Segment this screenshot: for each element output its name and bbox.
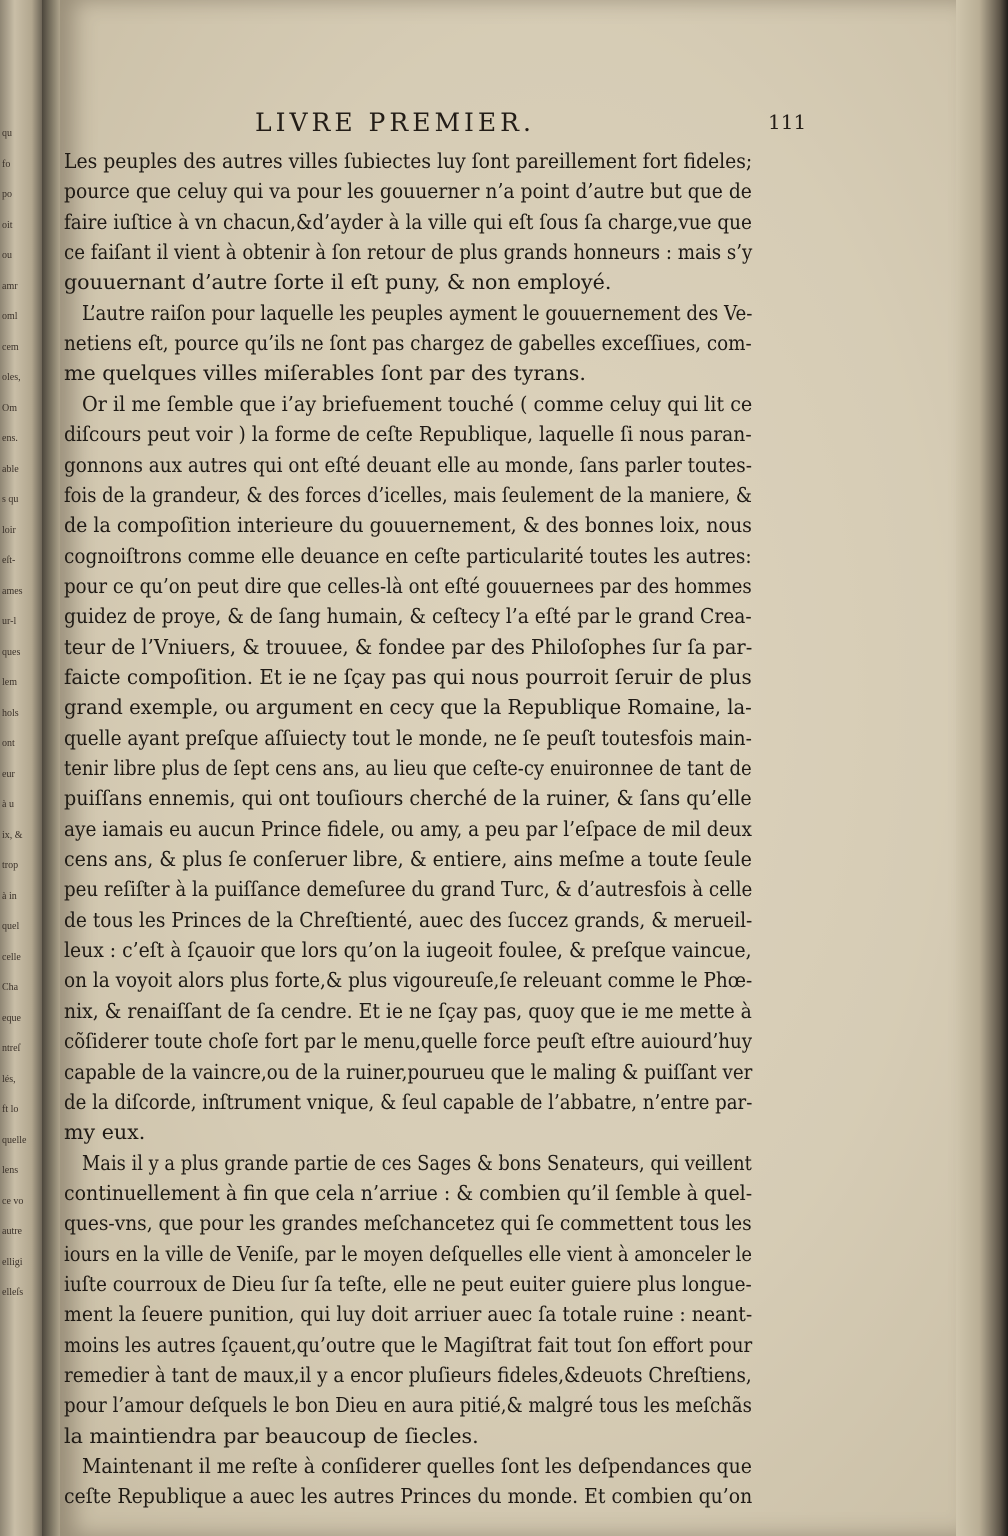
facing-margin-fragment: oles, (2, 372, 21, 383)
text-line: guidez de proye, & de ſang humain, & ceſtecy l’a eſté par le grand Crea- (64, 604, 752, 629)
text-line: gonnons aux autres qui ont eſté deuant elle au monde, ſans parler toutes- (64, 452, 752, 477)
facing-margin-fragment: quelle (2, 1134, 27, 1146)
facing-margin-fragment: able (2, 463, 19, 475)
text-line: ceſte Republique a auec les autres Princes du monde. Et combien qu’on (64, 1484, 753, 1509)
facing-margin-fragment: ur-l (2, 616, 17, 627)
facing-margin-fragment: trop (2, 860, 19, 871)
facing-margin-fragment: eque (2, 1012, 21, 1024)
text-line: ce faiſant il vient à obtenir à ſon retour de plus grands honneurs : mais s’y (64, 240, 753, 265)
text-line: Les peuples des autres villes ſubiectes luy ſont pareillement fort fideles; (64, 149, 753, 173)
text-line: iours en la ville de Veniſe, par le moyen deſquelles elle vient à amonceler le (64, 1241, 752, 1266)
text-line: L’autre raiſon pour laquelle les peuples ayment le gouuernement des Ve- (82, 300, 753, 325)
text-line: Maintenant il me reſte à conſiderer quelles ſont les deſpendances que (82, 1454, 752, 1479)
page-edges (956, 0, 1008, 1536)
facing-margin-fragment: ens. (2, 433, 18, 444)
facing-margin-fragment: celle (2, 951, 21, 963)
facing-margin-fragment: oit (2, 219, 13, 231)
facing-margin-fragment: po (2, 189, 12, 200)
facing-margin-fragment: quel (2, 921, 20, 932)
text-line: iuſte courroux de Dieu ſur ſa teſte, elle ne peut euiter guiere plus longue- (64, 1271, 752, 1296)
text-line: pource que celuy qui va pour les gouuerner n’a point d’autre but que de (64, 179, 752, 204)
text-line: capable de la vaincre,ou de la ruiner,pourueu que le maling & puiſſant ver (64, 1059, 753, 1084)
text-line: aye iamais eu aucun Prince fidele, ou amy, a peu par l’eſpace de mil deux (64, 816, 752, 841)
text-line: tenir libre plus de ſept cens ans, au lieu que ceſte-cy enuironnee de tant de (64, 756, 752, 780)
text-line: moins les autres ſçauent,qu’outre que le Magiſtrat fait tout ſon effort pour (64, 1332, 753, 1357)
facing-margin-fragment: à in (2, 890, 17, 902)
book-gutter (42, 0, 62, 1536)
book-page (60, 0, 958, 1536)
text-line: fois de la grandeur, & des forces d’icelles, mais ſeulement de la maniere, & (64, 482, 752, 507)
facing-margin-fragment: ft lo (2, 1104, 19, 1115)
facing-margin-fragment: elleſs (2, 1287, 24, 1298)
text-line: gouuernant d’autre ſorte il eſt puny, & non employé. (64, 270, 612, 295)
facing-margin-fragment: ntreſ (2, 1043, 21, 1054)
facing-margin-fragment: elligi (2, 1256, 23, 1268)
text-line: nix, & renaiſſant de ſa cendre. Et ie ne ſçay pas, quoy que ie me mette à (64, 998, 752, 1023)
text-line: pour ce qu’on peut dire que celles-là ont eſté gouuernees par des hommes (64, 573, 752, 598)
text-line: leux : c’eſt à ſçauoir que lors qu’on la iugeoit foulee, & preſque vaincue, (64, 938, 752, 963)
text-line: netiens eſt, pource qu’ils ne ſont pas chargez de gabelles exceſſiues, com- (64, 331, 752, 356)
text-line: remedier à tant de maux,il y a encor pluſieurs fideles,&deuots Chreſtiens, (64, 1363, 752, 1387)
facing-margin-fragment: s qu (2, 494, 19, 505)
text-line: cõſiderer toute choſe fort par le menu,quelle force peuſt eſtre auiourd’huy (64, 1029, 753, 1054)
facing-margin-fragment: ix, & (2, 829, 23, 841)
facing-page-strip (0, 0, 42, 1536)
text-line: cognoiſtrons comme elle deuance en ceſte particularité toutes les autres: (64, 543, 752, 568)
facing-margin-fragment: Om (2, 402, 17, 414)
facing-margin-fragment: lens (2, 1165, 19, 1176)
page-number: 111 (768, 110, 807, 134)
text-line: peu reſiſter à la puiſſance demeſuree du grand Turc, & d’autresfois à celle (64, 877, 753, 902)
facing-margin-fragment: lés, (2, 1073, 16, 1085)
facing-margin-fragment: eur (2, 768, 15, 780)
text-line: cens ans, & plus ſe conſeruer libre, & entiere, ains meſme a toute ſeule (64, 847, 752, 872)
text-line: quelle ayant preſque aſſuiecty tout le monde, ne ſe peuſt toutesfois main- (64, 725, 752, 750)
text-line: Mais il y a plus grande partie de ces Sages & bons Senateurs, qui veillent (82, 1150, 752, 1175)
text-line: on la voyoit alors plus forte,& plus vigoureuſe,ſe releuant comme le Phœ- (64, 968, 753, 993)
text-line: la maintiendra par beaucoup de ſiecles. (64, 1423, 479, 1448)
text-line: my eux. (64, 1120, 146, 1145)
facing-margin-fragment: fo (2, 158, 11, 170)
facing-margin-fragment: cem (2, 341, 19, 353)
facing-margin-fragment: ques (2, 646, 21, 658)
facing-margin-fragment: ont (2, 738, 15, 749)
text-line: ques-vns, que pour les grandes meſchancetez qui ſe commettent tous les (64, 1211, 752, 1236)
facing-margin-fragment: hols (2, 707, 19, 719)
text-line: faire iuſtice à vn chacun,&d’ayder à la ville qui eſt ſous ſa charge,vue que (64, 209, 752, 234)
text-line: puiſſans ennemis, qui ont touſiours cherché de la ruiner, & ſans qu’elle (64, 786, 752, 811)
text-line: teur de l’Vniuers, & trouuee, & fondee par des Philoſophes ſur ſa par- (64, 634, 753, 659)
text-line: faicte compoſition. Et ie ne ſçay pas qui nous pourroit ſeruir de plus (64, 664, 752, 689)
facing-margin-fragment: ce vo (2, 1195, 24, 1207)
facing-margin-fragment: lem (2, 677, 17, 688)
facing-margin-fragment: autre (2, 1226, 22, 1237)
text-line: grand exemple, ou argument en cecy que la Republique Romaine, la- (64, 695, 752, 720)
facing-margin-fragment: ou (2, 250, 12, 261)
text-line: Or il me ſemble que i’ay briefuement touché ( comme celuy qui lit ce (82, 391, 753, 416)
facing-margin-fragment: eſt- (2, 555, 16, 566)
facing-margin-fragment: loir (2, 524, 16, 536)
facing-margin-fragment: amr (2, 280, 18, 292)
facing-margin-fragment: ames (2, 585, 23, 597)
text-line: de la diſcorde, inſtrument vnique, & ſeul capable de l’abbatre, n’entre par- (64, 1089, 753, 1114)
running-head: LIVRE PREMIER. (255, 108, 535, 137)
text-line: ment la ſeuere punition, qui luy doit arriuer auec ſa totale ruine : neant- (64, 1302, 753, 1327)
text-line: diſcours peut voir ) la forme de ceſte Republique, laquelle ſi nous paran- (64, 422, 752, 447)
facing-margin-fragment: oml (2, 311, 18, 322)
facing-margin-fragment: Cha (2, 982, 19, 993)
text-line: de la compoſition interieure du gouuernement, & des bonnes loix, nous (64, 513, 752, 538)
text-line: pour l’amour deſquels le bon Dieu en aura pitié,& malgré tous les meſchãs (64, 1393, 752, 1418)
text-line: de tous les Princes de la Chreſtienté, auec des ſuccez grands, & merueil- (64, 907, 753, 932)
text-line: continuellement à fin que cela n’arriue : & combien qu’il ſemble à quel- (64, 1180, 753, 1205)
facing-margin-fragment: à u (2, 799, 14, 810)
facing-margin-fragment: qu (2, 128, 12, 139)
text-line: me quelques villes miſerables ſont par des tyrans. (64, 361, 586, 386)
